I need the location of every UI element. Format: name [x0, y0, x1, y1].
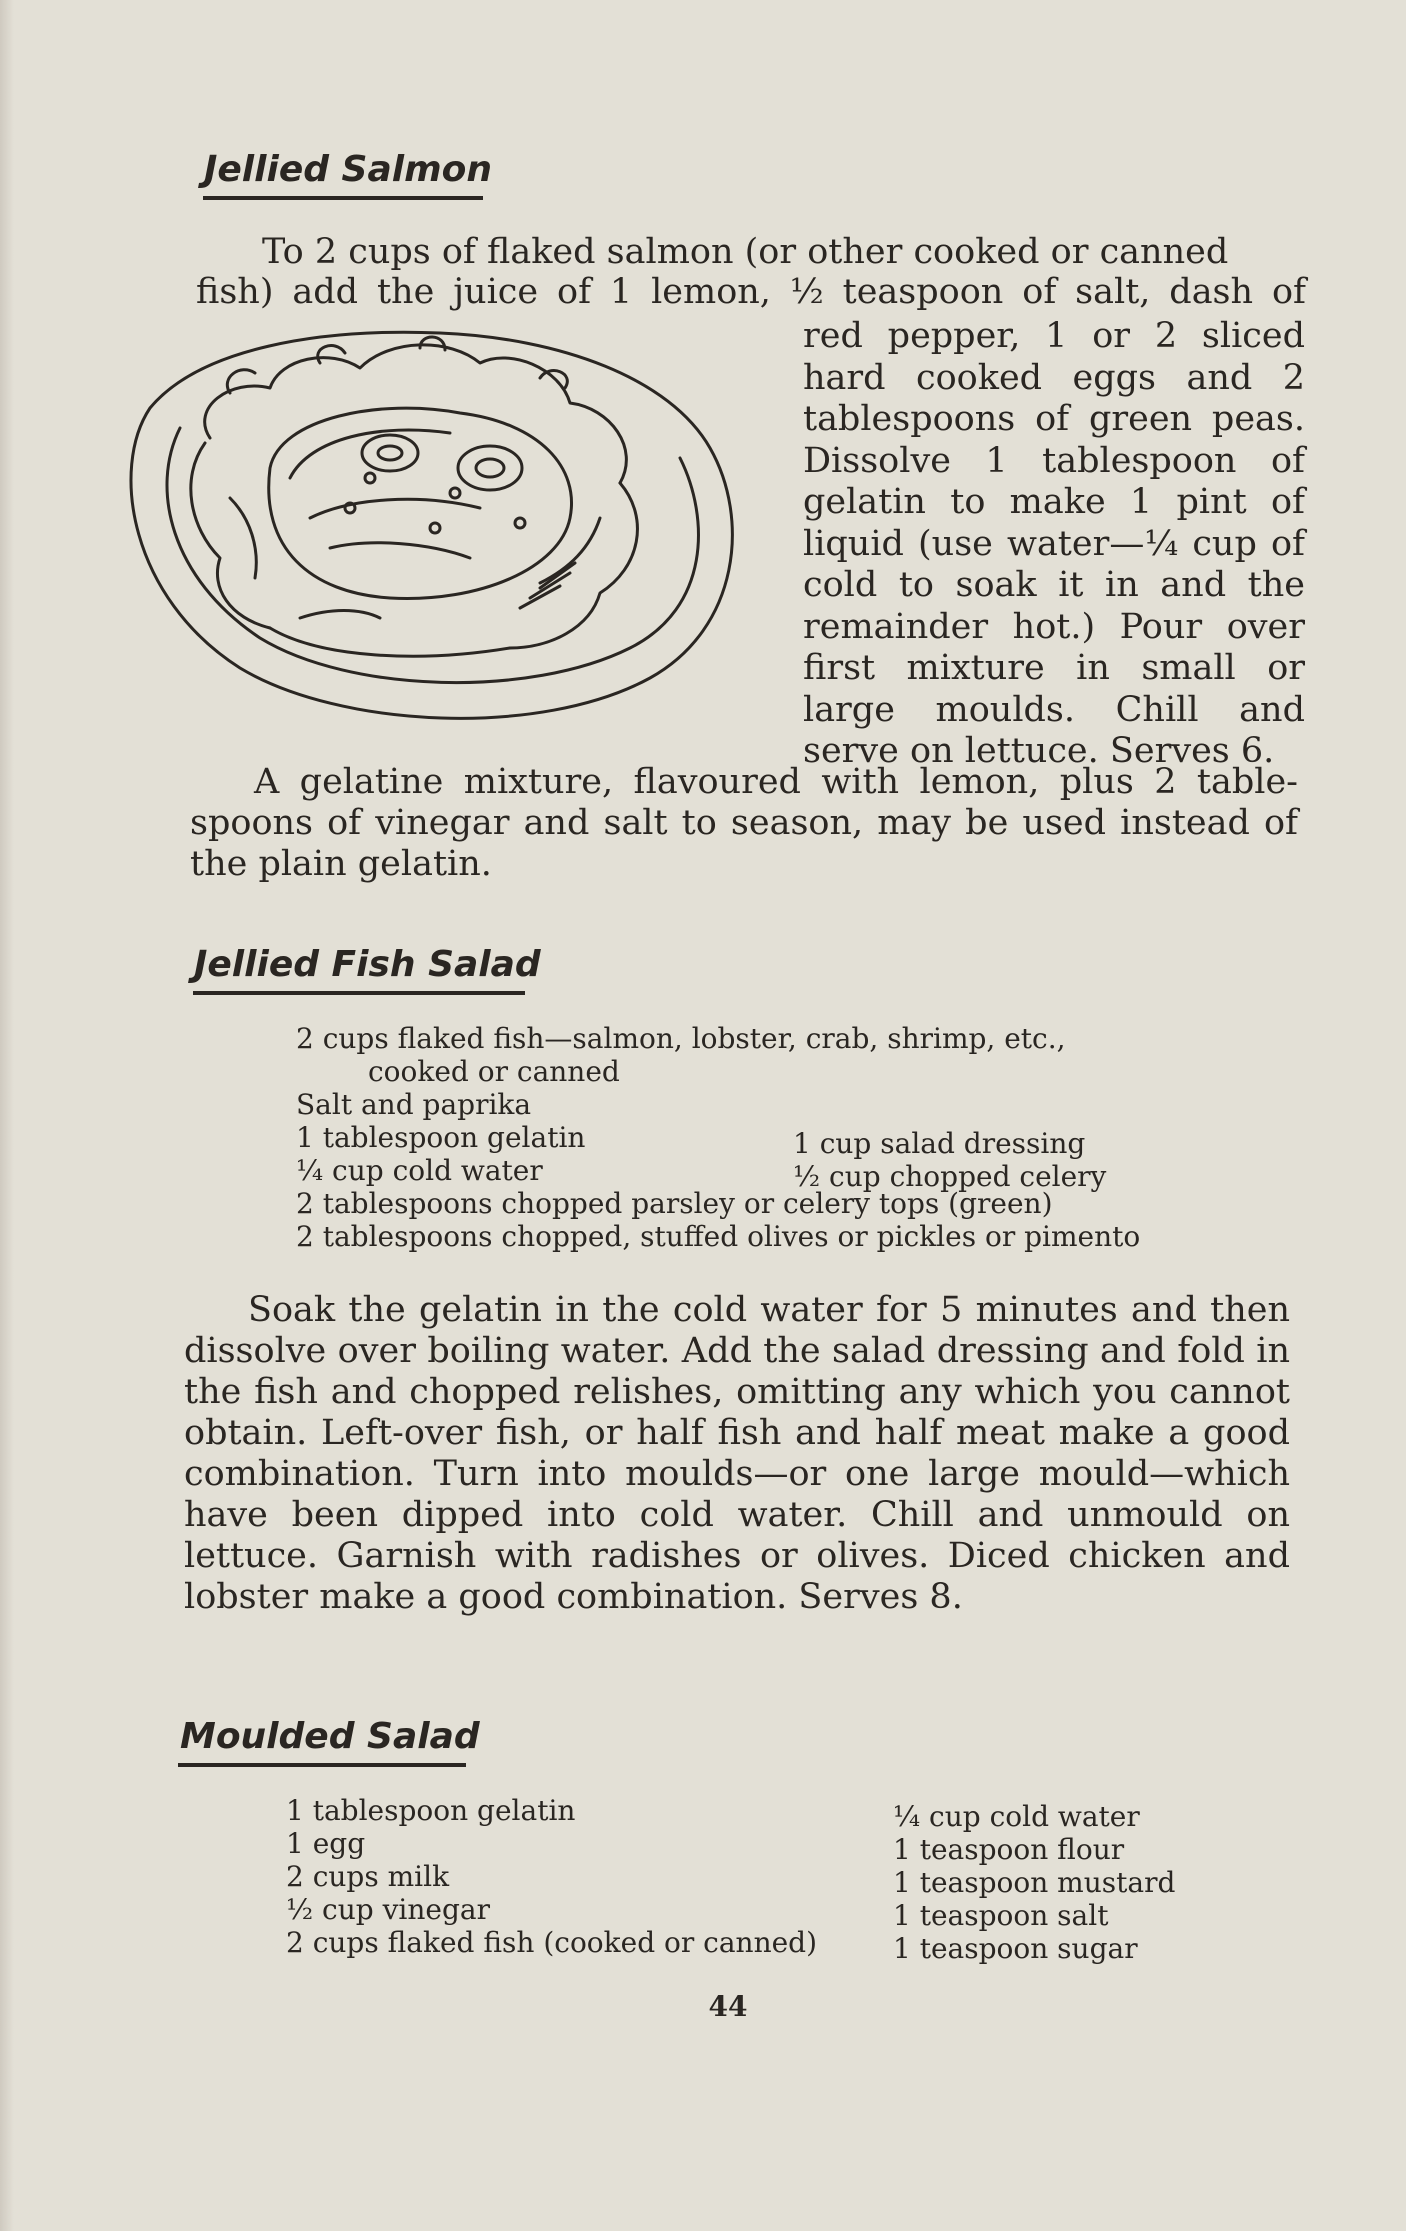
recipe-title-jellied-salmon: Jellied Salmon [204, 149, 492, 190]
salmon-plate-illustration [120, 318, 750, 752]
ingredient-line: 1 egg [286, 1827, 366, 1860]
ingredient-line: cooked or canned [368, 1055, 620, 1088]
ingredient-line: 1 teaspoon sugar [893, 1932, 1138, 1965]
jellied-fish-salad-ingredients-extra [296, 1187, 1140, 1253]
jellied-salmon-note: A gelatine mixture, flavoured with lemon, plus 2 table-spoons of vinegar and salt to season, may be used instead of the plain gelatin. [190, 762, 1298, 884]
ingredient-line: 1 tablespoon gelatin [286, 1794, 576, 1827]
title-underline [193, 991, 525, 995]
ingredient-line: Salt and paprika [296, 1088, 532, 1121]
ingredient-line: 1 teaspoon salt [893, 1899, 1109, 1932]
ingredient-line: 2 tablespoons chopped parsley or celery tops (green) [296, 1187, 1053, 1220]
page-number: 44 [708, 1990, 748, 2023]
title-underline [178, 1763, 466, 1767]
ingredient-line: 1 teaspoon flour [893, 1833, 1125, 1866]
ingredient-line: ½ cup chopped celery [793, 1160, 1107, 1193]
ingredient-line: 2 cups flaked fish—salmon, lobster, crab, shrimp, etc., [296, 1022, 1066, 1055]
ingredient-line: ¼ cup cold water [893, 1800, 1140, 1833]
plate-illustration-svg [120, 318, 750, 748]
ingredient-line: 1 cup salad dressing [793, 1127, 1086, 1160]
ingredient-line: ½ cup vinegar [286, 1893, 490, 1926]
jellied-fish-salad-ingredients [296, 1022, 1066, 1121]
moulded-salad-ingredients-left [286, 1794, 817, 1959]
ingredient-line: 1 tablespoon gelatin [296, 1121, 586, 1154]
jellied-fish-salad-method: Soak the gelatin in the cold water for 5 minutes and then dissolve over boiling water. Add the salad dressing and fold in the fish and chopped relishes, omitting any which you cannot obtain. Left-over fish, or half fish and half meat make a good combination. Turn into moulds—or one large mould—which have been dipped into cold water. Chill and unmould on lettuce. Garnish with radishes or olives. Diced chicken and lobster make a good combination. Serves 8. [184, 1290, 1290, 1617]
ingredient-line: 1 teaspoon mustard [893, 1866, 1176, 1899]
ingredient-column-left [296, 1121, 585, 1187]
intro-line-1: To 2 cups of flaked salmon (or other cooked or canned [262, 232, 1229, 272]
jellied-salmon-side-text: red pepper, 1 or 2 sliced hard cooked eggs and 2 tablespoons of green peas. Dissolve 1 tablespoon of gelatin to make 1 pint of liquid (use water—¼ cup of cold to soak it in and the remainder hot.) Pour over first mixture in small or large moulds. Chill and serve on lettuce. Serves 6. [803, 316, 1305, 771]
recipe-title-moulded-salad: Moulded Salad [180, 1716, 480, 1757]
ingredient-line: 2 cups flaked fish (cooked or canned) [286, 1926, 818, 1959]
moulded-salad-ingredients-right [893, 1800, 1175, 1965]
page-edge [0, 0, 14, 2231]
ingredient-line: ¼ cup cold water [296, 1154, 543, 1187]
ingredient-line: 2 tablespoons chopped, stuffed olives or pickles or pimento [296, 1220, 1141, 1253]
intro-line-2: fish) add the juice of 1 lemon, ½ teaspoon of salt, dash of [196, 272, 1306, 312]
ingredient-column-right [793, 1127, 1106, 1193]
title-underline [203, 196, 483, 200]
ingredient-line: 2 cups milk [286, 1860, 450, 1893]
recipe-title-jellied-fish-salad: Jellied Fish Salad [194, 944, 541, 985]
